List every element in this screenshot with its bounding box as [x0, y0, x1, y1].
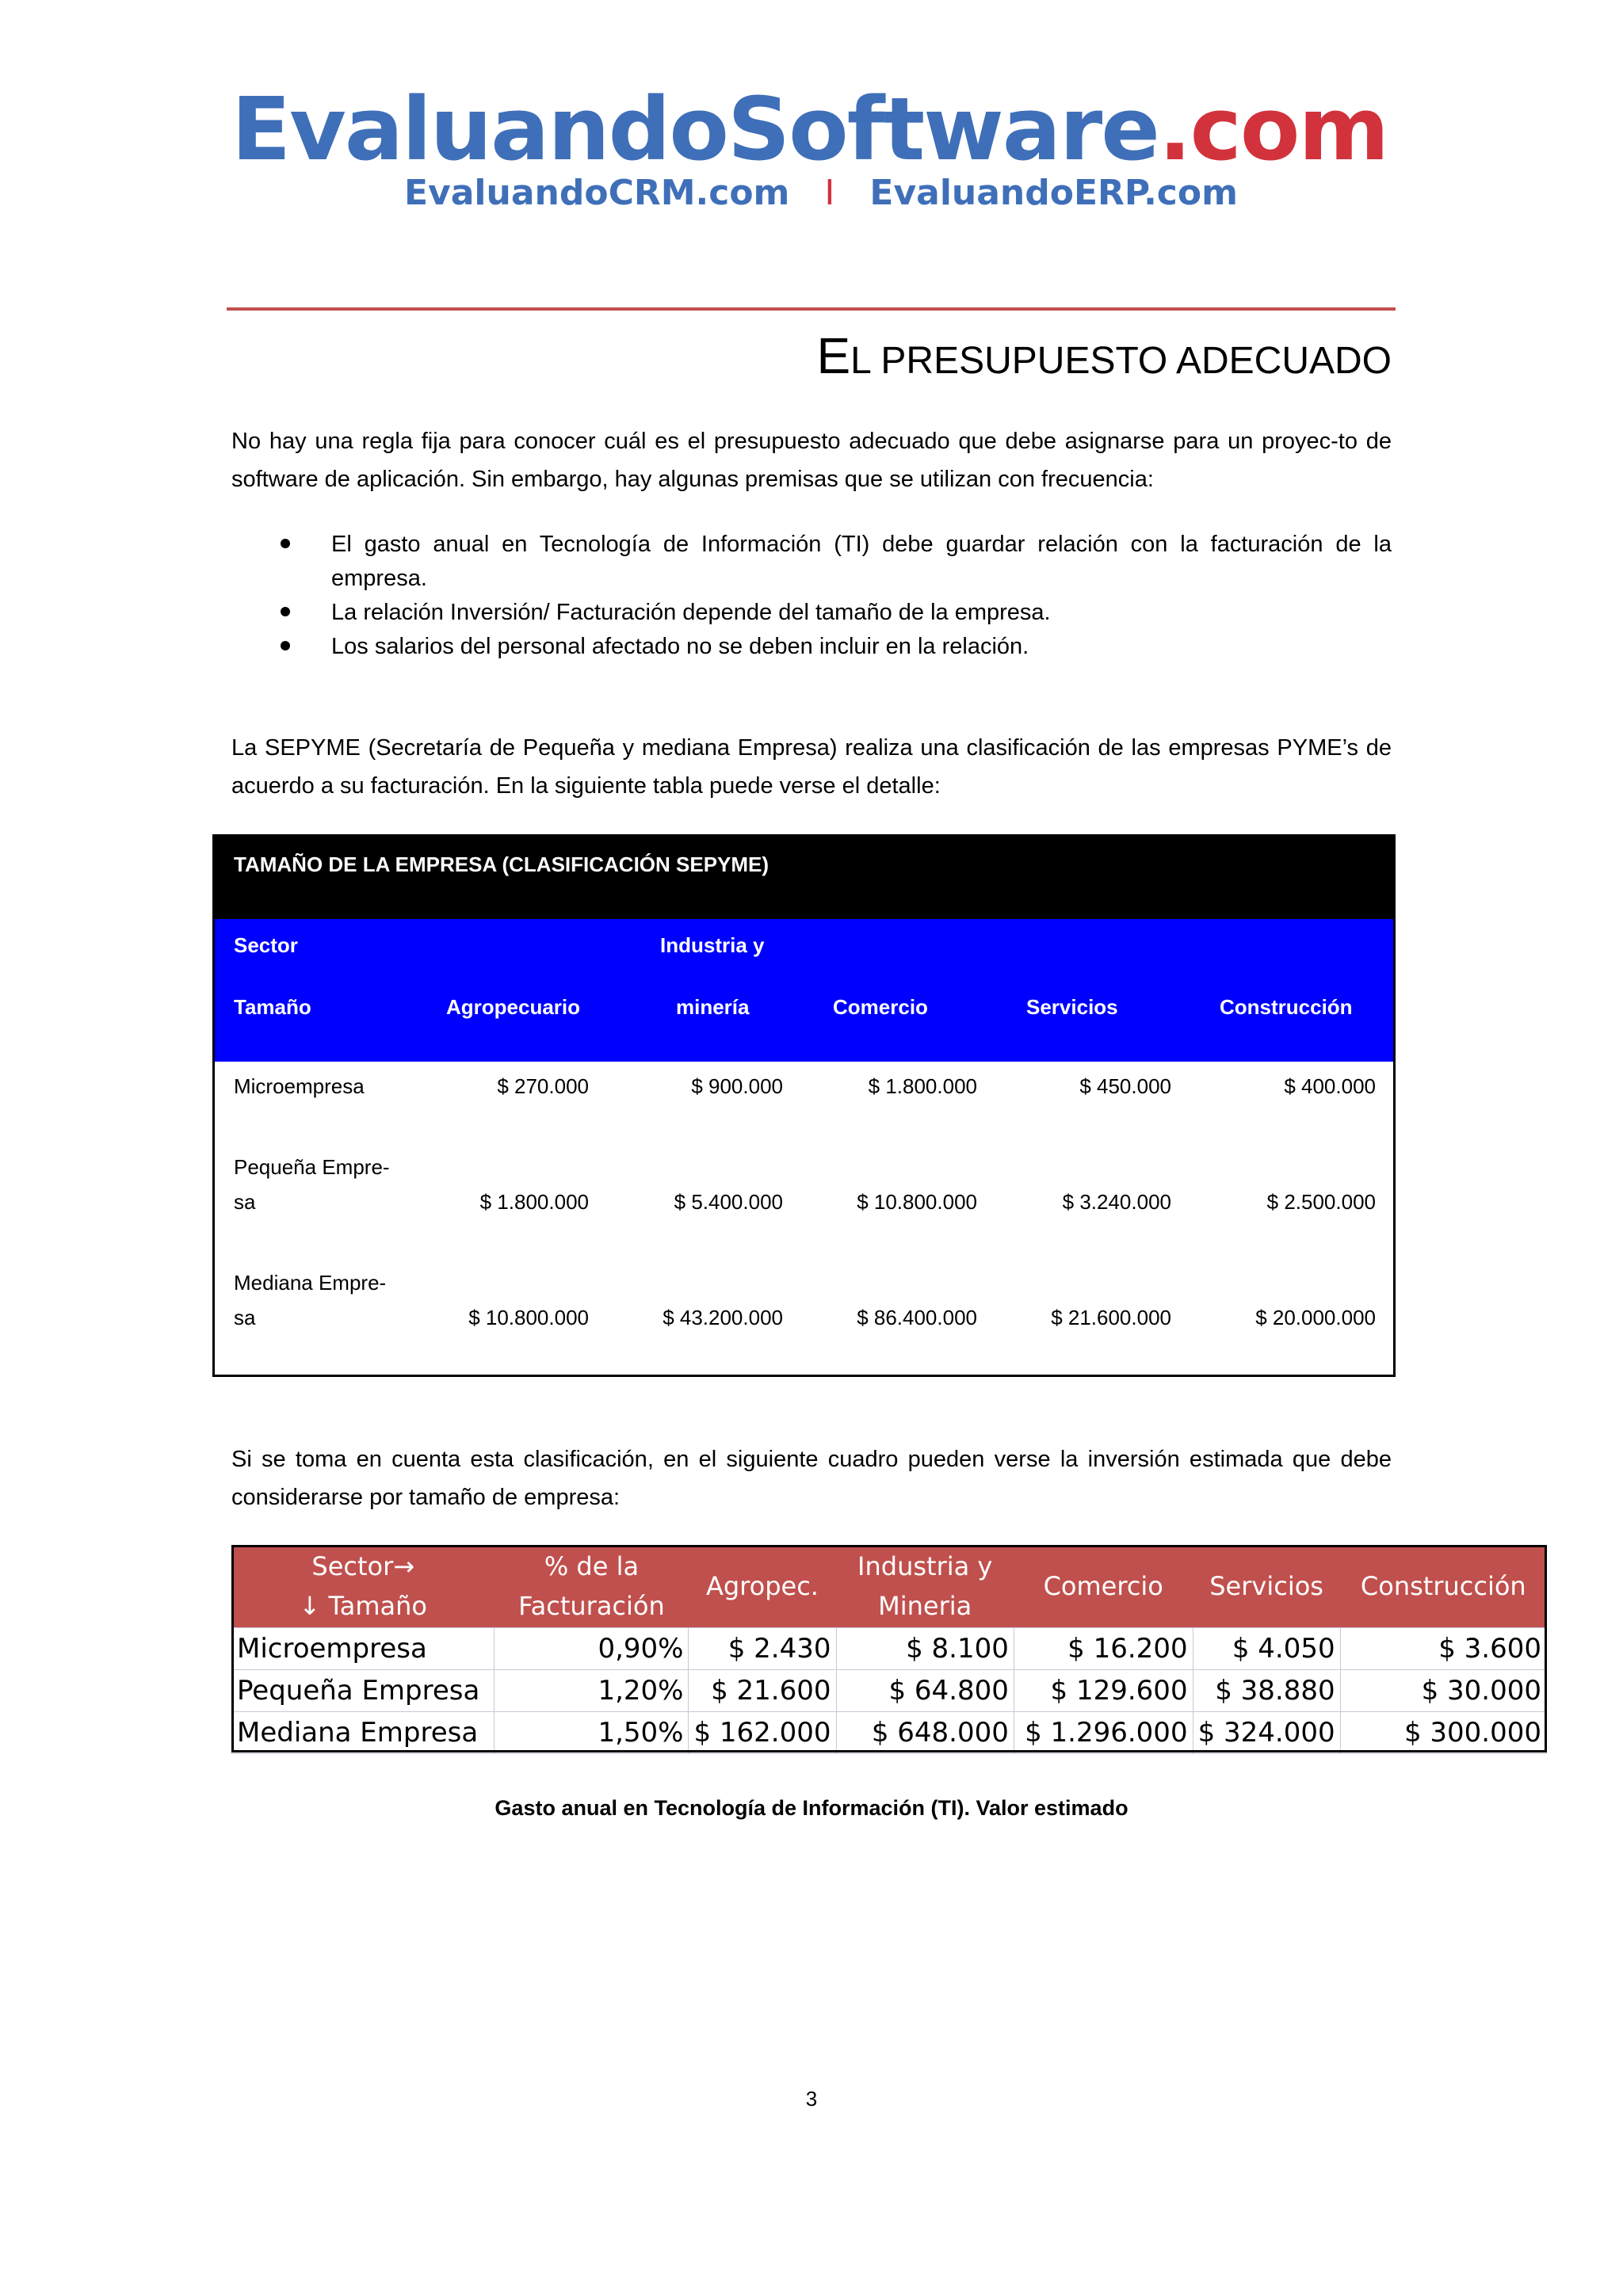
- cell-value: $ 4.050: [1193, 1627, 1340, 1669]
- cell-value: $ 38.880: [1193, 1669, 1340, 1711]
- header-sector: Sector: [234, 933, 298, 957]
- cell-value: $ 900.000: [691, 1074, 783, 1098]
- header-industria: [836, 1545, 1014, 1627]
- cell-value: $ 1.800.000: [868, 1074, 977, 1098]
- cell-value: $ 129.600: [1014, 1669, 1193, 1711]
- header-sector: Sector→: [311, 1550, 415, 1581]
- cell-percentage: 1,50%: [495, 1711, 689, 1753]
- cell-value: $ 270.000: [497, 1074, 589, 1098]
- cell-value: $ 21.600.000: [1051, 1306, 1171, 1329]
- header-percentage: [495, 1545, 689, 1627]
- table-row: [215, 1155, 1393, 1226]
- header-ind-line1: Industria y: [857, 1550, 993, 1581]
- header-comercio: Comercio: [1014, 1545, 1193, 1627]
- header-industria: Industria y: [660, 933, 765, 957]
- logo-sub-separator: I: [824, 173, 835, 213]
- logo-main-text: EvaluandoSoftware: [231, 78, 1159, 180]
- cell-value: $ 16.200: [1014, 1627, 1193, 1669]
- cell-value: $ 400.000: [1284, 1074, 1376, 1098]
- header-sector-size: [232, 1545, 495, 1627]
- cell-value: $ 1.296.000: [1014, 1711, 1193, 1753]
- list-item: [269, 596, 1392, 630]
- logo-sub-right: EvaluandoERP.com: [869, 173, 1238, 213]
- cell-value: $ 30.000: [1340, 1669, 1546, 1711]
- cell-value: $ 64.800: [836, 1669, 1014, 1711]
- row-label: Microempresa: [232, 1627, 495, 1669]
- intro-paragraph: No hay una regla fija para conocer cuál es el presupuesto adecuado que debe asignarse para un proyec-to de software de aplicación. Sin embargo, hay algunas premisas que se utilizan con frecuencia:: [231, 429, 1392, 492]
- table-row: [215, 1074, 1393, 1122]
- list-item: [269, 528, 1392, 596]
- header-agropecuario: Agropecuario: [446, 995, 581, 1019]
- sepyme-paragraph: La SEPYME (Secretaría de Pequeña y mediana Empresa) realiza una clasificación de las empresas PYME’s de acuerdo a su facturación. En la siguiente tabla puede verse el detalle:: [231, 735, 1392, 799]
- logo: [231, 78, 1420, 180]
- cell-percentage: 1,20%: [495, 1669, 689, 1711]
- header-size: Tamaño: [234, 995, 311, 1019]
- investment-table-header: [232, 1545, 1547, 1627]
- list-item: [269, 630, 1392, 664]
- cell-value: $ 2.430: [689, 1627, 836, 1669]
- row-label-continued: sa: [234, 1306, 256, 1329]
- header-mineria: minería: [676, 995, 750, 1019]
- cell-value: $ 1.800.000: [479, 1190, 589, 1214]
- cell-value: $ 86.400.000: [857, 1306, 977, 1329]
- row-label: Mediana Empresa: [232, 1711, 495, 1753]
- header-comercio: Comercio: [833, 995, 928, 1019]
- cell-value: $ 43.200.000: [663, 1306, 783, 1329]
- cell-value: $ 5.400.000: [674, 1190, 783, 1214]
- cell-value: $ 10.800.000: [468, 1306, 589, 1329]
- page-title: [816, 326, 1392, 385]
- cell-value: $ 20.000.000: [1255, 1306, 1376, 1329]
- table-row: [232, 1711, 1547, 1753]
- logo-sub-left: EvaluandoCRM.com: [404, 173, 790, 213]
- row-label-continued: sa: [234, 1190, 256, 1214]
- cell-value: $ 162.000: [689, 1711, 836, 1753]
- title-initial: E: [816, 327, 851, 384]
- header-pct-line1: % de la: [544, 1550, 640, 1581]
- cell-value: $ 324.000: [1193, 1711, 1340, 1753]
- header-servicios: Servicios: [1026, 995, 1118, 1019]
- bullet-icon: [281, 539, 290, 548]
- investment-table: [231, 1545, 1547, 1754]
- title-rest: L PRESUPUESTO ADECUADO: [850, 340, 1392, 382]
- row-label: Pequeña Empre-: [234, 1155, 390, 1179]
- cell-value: $ 2.500.000: [1266, 1190, 1376, 1214]
- table-row: [232, 1627, 1547, 1669]
- logo-subtitle: [404, 173, 1238, 213]
- sepyme-table-header: [215, 919, 1393, 1062]
- list-item-text: El gasto anual en Tecnología de Información (TI) debe guardar relación con la facturación de la empresa.: [331, 532, 1392, 591]
- table-row: [232, 1669, 1547, 1711]
- cell-value: $ 648.000: [836, 1711, 1014, 1753]
- bullet-icon: [281, 607, 290, 616]
- row-label: Mediana Empre-: [234, 1271, 387, 1295]
- header-construccion: Construcción: [1220, 995, 1353, 1019]
- sepyme-table: [212, 834, 1396, 1377]
- row-label: Microempresa: [234, 1074, 365, 1098]
- bullet-icon: [281, 641, 290, 650]
- sepyme-table-title: TAMAÑO DE LA EMPRESA (CLASIFICACIÓN SEPYME): [234, 852, 769, 876]
- header-servicios: Servicios: [1193, 1545, 1340, 1627]
- logo-accent-text: .com: [1158, 78, 1388, 180]
- header-ind-line2: Mineria: [878, 1590, 972, 1621]
- cell-value: $ 3.600: [1340, 1627, 1546, 1669]
- cell-value: $ 8.100: [836, 1627, 1014, 1669]
- cell-value: $ 3.240.000: [1062, 1190, 1171, 1214]
- page-number: 3: [805, 2087, 818, 2111]
- cell-value: $ 21.600: [689, 1669, 836, 1711]
- table-caption: Gasto anual en Tecnología de Información (TI). Valor estimado: [495, 1796, 1128, 1820]
- premises-list: [269, 528, 1392, 664]
- sepyme-table-title-bar: [215, 837, 1393, 919]
- header-agropec: Agropec.: [689, 1545, 836, 1627]
- list-item-text: La relación Inversión/ Facturación depende del tamaño de la empresa.: [331, 600, 1051, 625]
- header-rule: [227, 307, 1396, 311]
- cell-value: $ 300.000: [1340, 1711, 1546, 1753]
- header-size: ↓ Tamaño: [299, 1590, 427, 1621]
- cell-percentage: 0,90%: [495, 1627, 689, 1669]
- cell-value: $ 450.000: [1079, 1074, 1171, 1098]
- investment-paragraph: Si se toma en cuenta esta clasificación, en el siguiente cuadro pueden verse la inversión estimada que debe considerarse por tamaño de empresa:: [231, 1447, 1392, 1510]
- header-pct-line2: Facturación: [518, 1590, 665, 1621]
- cell-value: $ 10.800.000: [857, 1190, 977, 1214]
- header-construccion: Construcción: [1340, 1545, 1546, 1627]
- list-item-text: Los salarios del personal afectado no se deben incluir en la relación.: [331, 634, 1029, 659]
- row-label: Pequeña Empresa: [232, 1669, 495, 1711]
- table-row: [215, 1271, 1393, 1342]
